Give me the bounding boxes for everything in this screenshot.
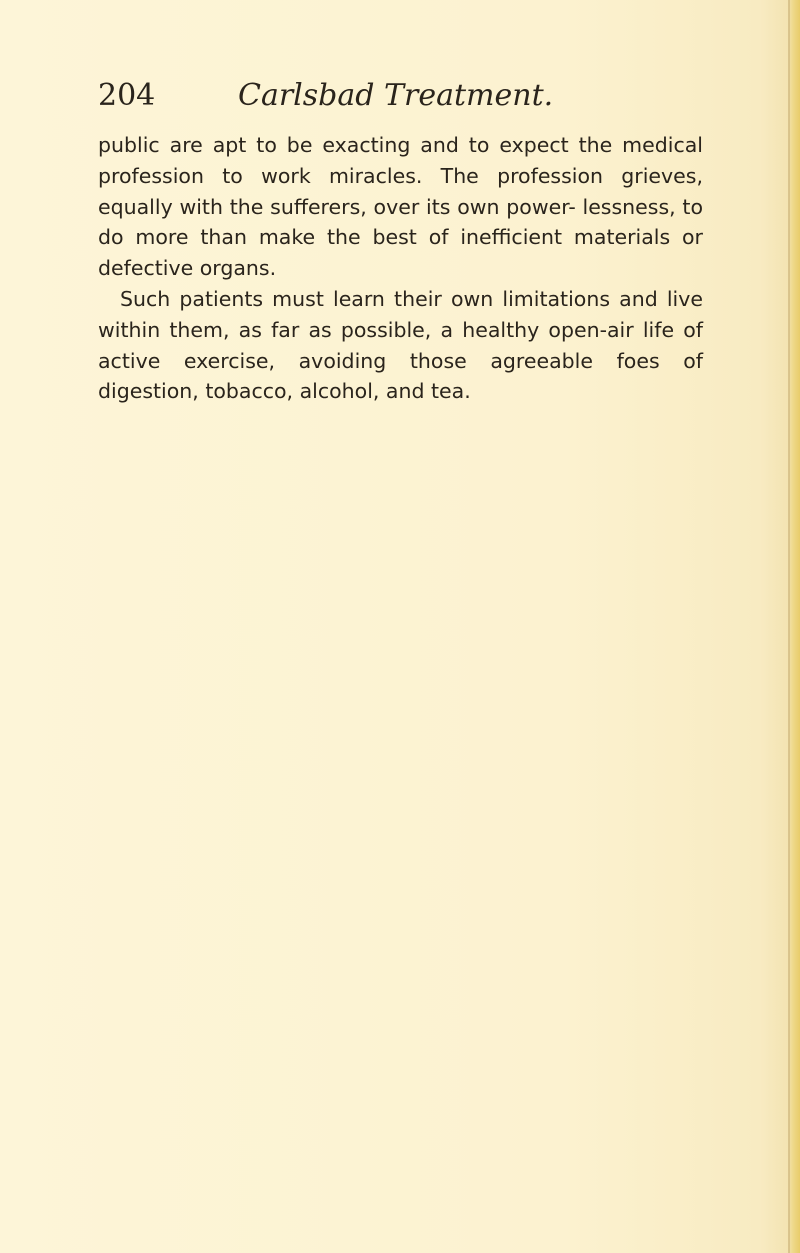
running-title: Carlsbad Treatment.: [238, 78, 554, 113]
page-edge-line: [788, 0, 790, 1253]
paragraph: Such patients must learn their own limitations and live within them, as far as possible, a healthy open-air life of active exercise, avoiding those agreeable foes of digestion, tobacco, alcohol, and tea.: [98, 286, 703, 404]
body-text: [98, 130, 703, 407]
page-number: 204: [98, 78, 156, 113]
paragraph: public are apt to be exacting and to expect the medical profession to work miracles. The profession grieves, equally with the sufferers, over its own power- lessness, to do more than make the best of inefficient materials or defective organs.: [98, 133, 703, 281]
running-head: [98, 78, 698, 118]
